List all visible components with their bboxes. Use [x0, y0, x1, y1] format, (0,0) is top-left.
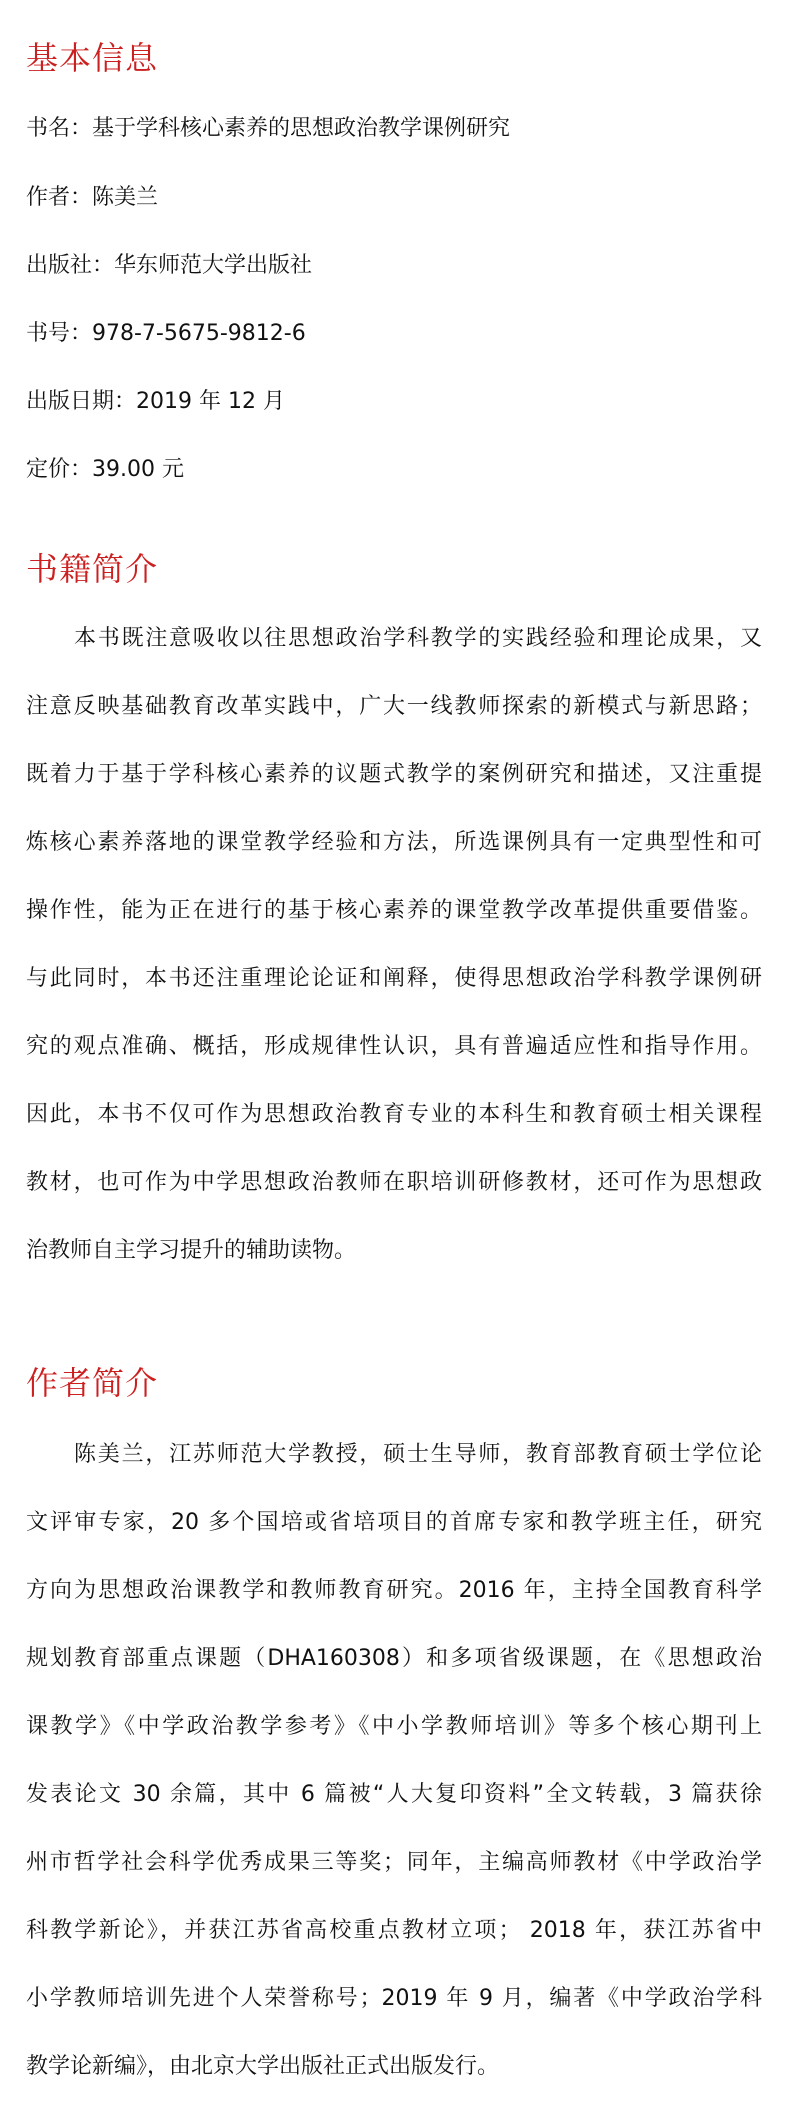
book-intro-line: 炼核心素养落地的课堂教学经验和方法，所选课例具有一定典型性和可	[26, 830, 762, 855]
author-intro-line: 发表论文 30 余篇，其中 6 篇被“人大复印资料”全文转载，3 篇获徐	[26, 1782, 762, 1807]
author-intro-line: 教学论新编》，由北京大学出版社正式出版发行。	[26, 2054, 500, 2079]
book-intro-line: 注意反映基础教育改革实践中，广大一线教师探索的新模式与新思路；	[26, 694, 762, 719]
author-intro-line: 陈美兰，江苏师范大学教授，硕士生导师，教育部教育硕士学位论	[74, 1442, 762, 1467]
info-row-publish-date: 出版日期：2019 年 12 月	[26, 389, 285, 414]
book-intro-line: 究的观点准确、概括，形成规律性认识，具有普遍适应性和指导作用。	[26, 1034, 762, 1059]
book-intro-heading: 书籍简介	[26, 550, 159, 588]
author-intro-line: 规划教育部重点课题（DHA160308）和多项省级课题，在《思想政治	[26, 1646, 762, 1671]
author-intro-line: 课教学》《中学政治教学参考》《中小学教师培训》等多个核心期刊上	[26, 1714, 762, 1739]
book-intro-line: 因此，本书不仅可作为思想政治教育专业的本科生和教育硕士相关课程	[26, 1102, 762, 1127]
info-row-price: 定价：39.00 元	[26, 457, 184, 482]
book-intro-line: 教材，也可作为中学思想政治教师在职培训研修教材，还可作为思想政	[26, 1170, 762, 1195]
info-row-isbn: 书号：978-7-5675-9812-6	[26, 321, 306, 346]
author-intro-line: 州市哲学社会科学优秀成果三等奖；同年，主编高师教材《中学政治学	[26, 1850, 762, 1875]
author-intro-line: 小学教师培训先进个人荣誉称号；2019 年 9 月，编著《中学政治学科	[26, 1986, 762, 2011]
author-intro-line: 文评审专家，20 多个国培或省培项目的首席专家和教学班主任，研究	[26, 1510, 762, 1535]
info-row-title: 书名：基于学科核心素养的思想政治教学课例研究	[26, 116, 511, 141]
author-intro-line: 科教学新论》，并获江苏省高校重点教材立项； 2018 年，获江苏省中	[26, 1918, 762, 1943]
info-row-publisher: 出版社：华东师范大学出版社	[26, 253, 313, 278]
basic-info-heading: 基本信息	[26, 39, 159, 77]
book-intro-line: 既着力于基于学科核心素养的议题式教学的案例研究和描述，又注重提	[26, 762, 762, 787]
author-intro-heading: 作者简介	[26, 1364, 159, 1402]
author-intro-line: 方向为思想政治课教学和教师教育研究。2016 年，主持全国教育科学	[26, 1578, 762, 1603]
book-intro-line: 与此同时，本书还注重理论论证和阐释，使得思想政治学科教学课例研	[26, 966, 762, 991]
book-intro-line: 本书既注意吸收以往思想政治学科教学的实践经验和理论成果，又	[74, 626, 762, 651]
info-row-author: 作者：陈美兰	[26, 185, 159, 210]
book-intro-line: 操作性，能为正在进行的基于核心素养的课堂教学改革提供重要借鉴。	[26, 898, 762, 923]
book-intro-line: 治教师自主学习提升的辅助读物。	[26, 1238, 357, 1263]
